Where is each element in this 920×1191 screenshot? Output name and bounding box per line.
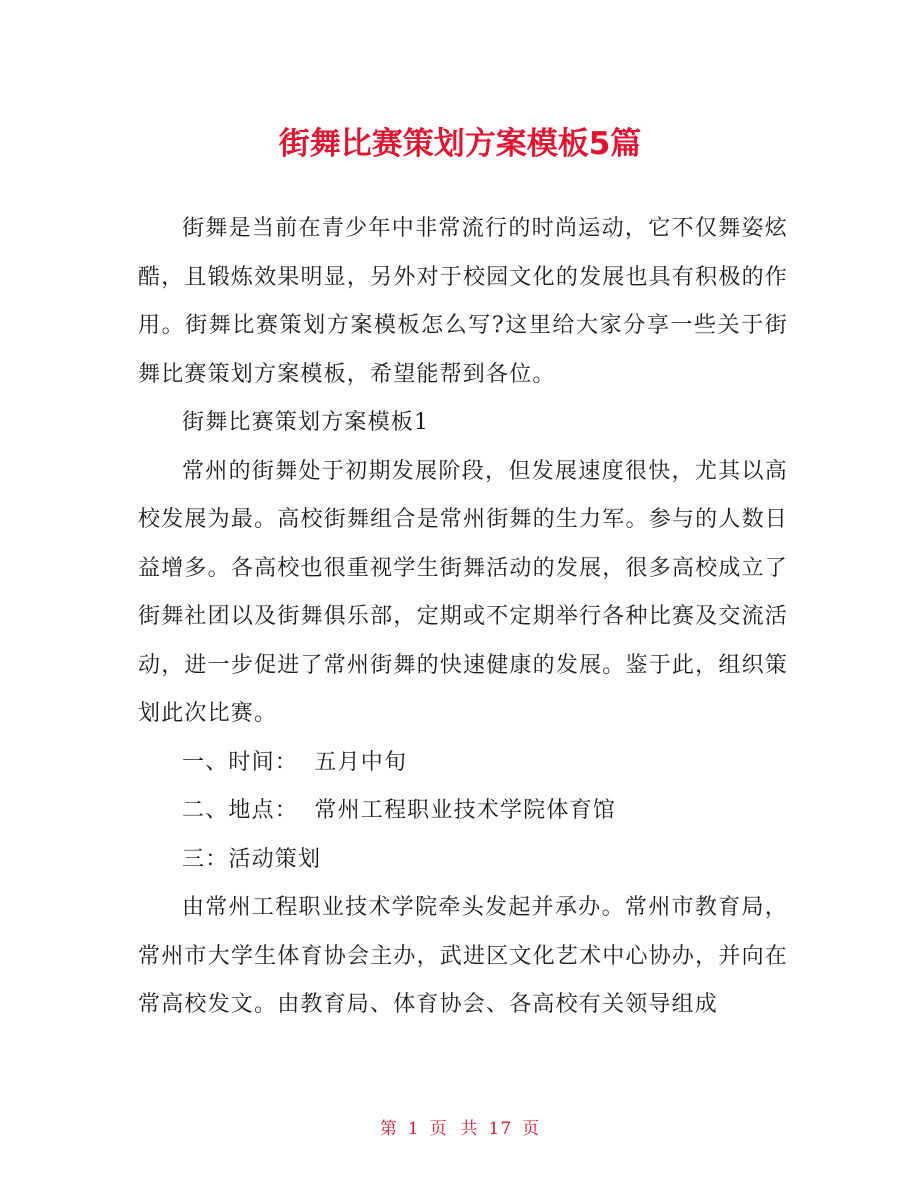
background-paragraph: 常州的街舞处于初期发展阶段，但发展速度很快，尤其以高校发展为最。高校街舞组合是常州街舞的生力军。参与的人数日益增多。各高校也很重视学生街舞活动的发展，很多高校成立了街舞社团以及街舞俱乐部，定期或不定期举行各种比赛及交流活动，进一步促进了常州街舞的快速健康的发展。鉴于此，组织策划此次比赛。 xyxy=(138,458,788,726)
time-item: 一、时间： 五月中旬 xyxy=(182,749,408,775)
organizer-paragraph: 由常州工程职业技术学院牵头发起并承办。常州市教育局，常州市大学生体育协会主办，武进区文化艺术中心协办，并向在常高校发文。由教育局、体育协会、各高校有关领导组成 xyxy=(138,895,788,1017)
document-body xyxy=(138,205,788,1030)
activity-plan-heading: 三：活动策划 xyxy=(182,846,322,872)
intro-paragraph: 街舞是当前在青少年中非常流行的时尚运动，它不仅舞姿炫酷，且锻炼效果明显，另外对于校园文化的发展也具有积极的作用。街舞比赛策划方案模板怎么写?这里给大家分享一些关于街舞比赛策划方案模板，希望能帮到各位。 xyxy=(138,216,788,387)
document-title: 街舞比赛策划方案模板5篇 xyxy=(278,126,642,162)
footer-suffix: 页 xyxy=(522,1119,541,1139)
location-item: 二、地点： 常州工程职业技术学院体育馆 xyxy=(182,798,616,823)
footer-prefix: 第 xyxy=(379,1119,398,1139)
section-heading-template-1: 街舞比赛策划方案模板1 xyxy=(182,410,430,435)
footer-total-pages: 17 xyxy=(488,1119,513,1139)
footer-middle: 页 共 xyxy=(429,1119,479,1139)
footer-current-page: 1 xyxy=(407,1119,420,1139)
page-footer xyxy=(0,1114,920,1139)
